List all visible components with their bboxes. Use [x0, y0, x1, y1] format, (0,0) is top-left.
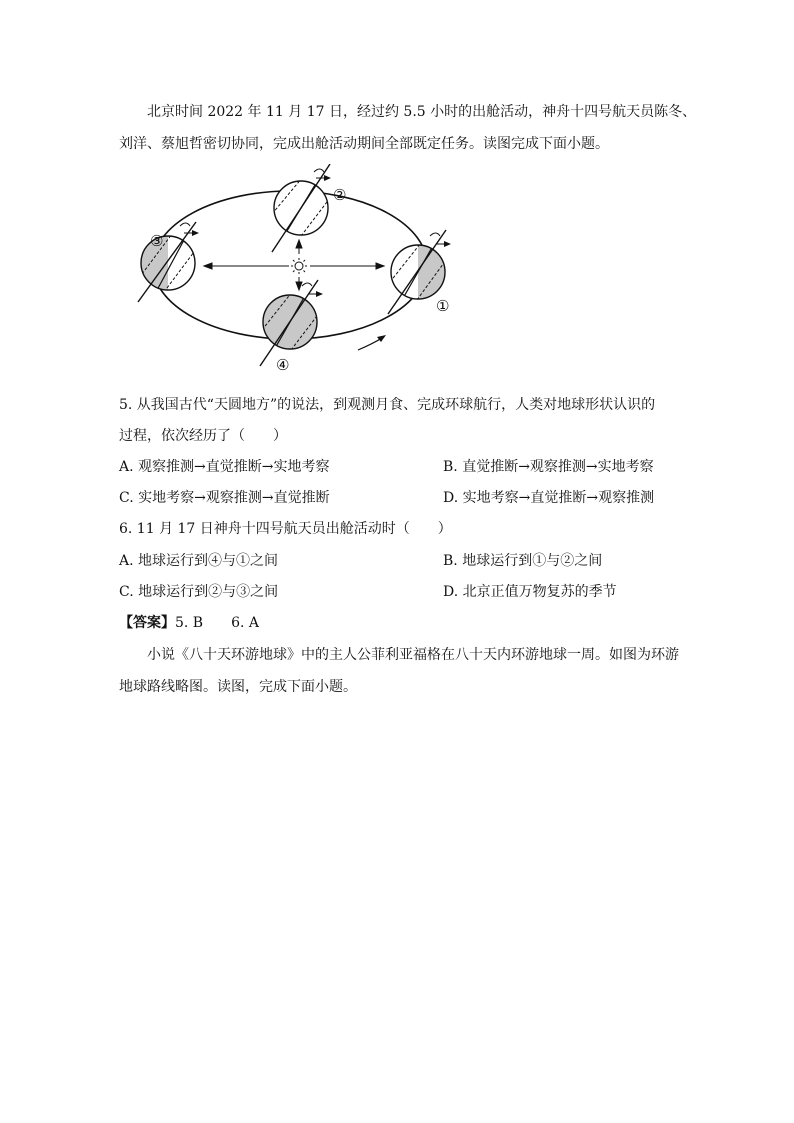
question-5-option-c: C. 实地考察→观察推测→直觉推断: [119, 490, 330, 506]
sun-icon: [291, 258, 307, 274]
question-5-stem-line-1: 5. 从我国古代“天圆地方”的说法，到观测月食、完成环球航行，人类对地球形状认识的: [119, 397, 656, 413]
label-position-3: ③: [150, 232, 164, 250]
second-intro-line-1: 小说《八十天环游地球》中的主人公菲利亚福格在八十天内环游地球一周。如图为环游: [147, 647, 679, 663]
question-5-option-a: A. 观察推测→直觉推断→实地考察: [119, 459, 330, 475]
orbit-direction-arrow: [358, 335, 386, 350]
question-6-option-b: B. 地球运行到①与②之间: [443, 553, 603, 569]
label-position-4: ④: [276, 356, 290, 374]
second-intro-line-2: 地球路线略图。读图，完成下面小题。: [119, 679, 357, 695]
answer-label: 【答案】: [119, 615, 175, 631]
label-position-2: ②: [333, 186, 347, 204]
sunlight-arrows: [204, 240, 384, 290]
earth-orbit-diagram: [132, 164, 462, 374]
question-6-option-d: D. 北京正值万物复苏的季节: [443, 584, 617, 600]
intro-paragraph-line-1: 北京时间 2022 年 11 月 17 日，经过约 5.5 小时的出舱活动，神舟十四号航天员陈冬、: [147, 104, 697, 120]
question-5-option-b: B. 直觉推断→观察推测→实地考察: [443, 459, 654, 475]
question-5-option-d: D. 实地考察→直觉推断→观察推测: [443, 490, 655, 506]
question-6-stem: 6. 11 月 17 日神舟十四号航天员出舱活动时（ ）: [119, 521, 452, 537]
earth-position-4: [260, 280, 323, 366]
label-position-1: ①: [436, 297, 450, 315]
question-6-option-c: C. 地球运行到②与③之间: [119, 584, 279, 600]
question-6-option-a: A. 地球运行到④与①之间: [119, 553, 279, 569]
answer-line: [119, 613, 259, 633]
question-5-stem-line-2: 过程，依次经历了（ ）: [119, 428, 287, 444]
intro-paragraph-line-2: 刘洋、蔡旭哲密切协同，完成出舱活动期间全部既定任务。读图完成下面小题。: [119, 136, 609, 152]
answer-text: 5. B 6. A: [175, 615, 260, 631]
earth-position-2: [272, 164, 331, 252]
